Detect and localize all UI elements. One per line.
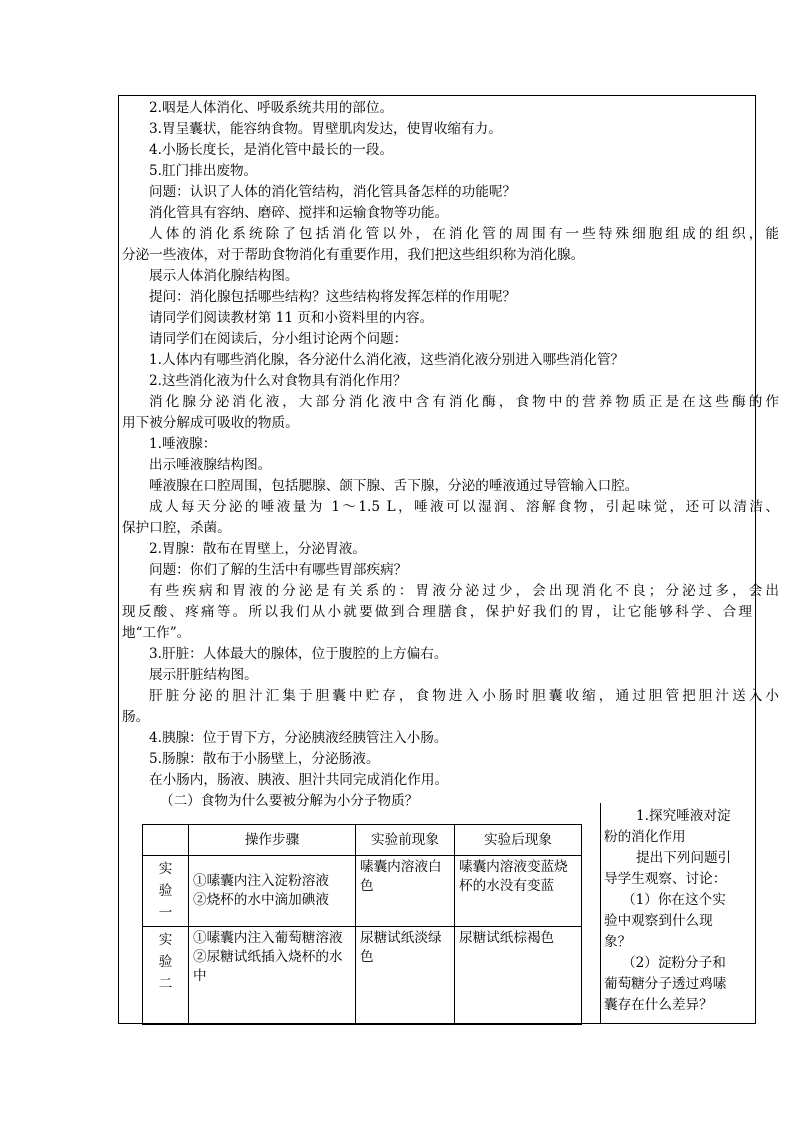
text-line: 现反酸、疼痛等。所以我们从小就要做到合理膳食，保护好我们的胃，让它能够科学、合理 xyxy=(122,604,752,620)
text-line: 肝脏分泌的胆汁汇集于胆囊中贮存，食物进入小肠时胆囊收缩，通过胆管把胆汁送入小 xyxy=(149,688,779,704)
text-line: 保护口腔，杀菌。 xyxy=(122,520,231,536)
right-col-line: 1.探究唾液对淀 xyxy=(636,808,731,824)
text-line: 3.肝脏：人体最大的腺体，位于腹腔的上方偏右。 xyxy=(149,646,448,662)
step-text: ②烧杯的水中滴加碘液 xyxy=(193,892,329,908)
text-line: 问题：认识了人体的消化管结构，消化管具备怎样的功能呢？ xyxy=(149,184,517,200)
table-header-cell: 操作步骤 xyxy=(189,825,356,856)
text-line: 有些疾病和胃液的分泌是有关系的：胃液分泌过少，会出现消化不良；分泌过多，会出 xyxy=(149,583,779,599)
after-cell: 嗉囊内溶液变蓝烧杯的水没有变蓝 xyxy=(455,856,582,927)
step-text: ①嗉囊内注入淀粉溶液 xyxy=(193,873,329,889)
text-line: 请同学们在阅读后，分小组讨论两个问题： xyxy=(149,331,408,347)
text-line: 人体的消化系统除了包括消化管以外，在消化管的周围有一些特殊细胞组成的组织，能 xyxy=(149,226,779,242)
text-line: 展示肝脏结构图。 xyxy=(149,667,258,683)
table-header-cell: 实验后现象 xyxy=(455,825,582,856)
text-line: 2.这些消化液为什么对食物具有消化作用？ xyxy=(149,373,407,389)
right-col-line: 验中观察到什么现 xyxy=(604,913,713,929)
text-line: 展示人体消化腺结构图。 xyxy=(149,268,299,284)
text-line: 5.肠腺：散布于小肠壁上，分泌肠液。 xyxy=(149,751,380,767)
text-line: 消化管具有容纳、磨碎、搅拌和运输食物等功能。 xyxy=(149,205,449,221)
experiment-label: 实 验 一 xyxy=(143,856,189,927)
right-col-line: 葡萄糖分子透过鸡嗉 xyxy=(604,976,727,992)
text-line: 成人每天分泌的唾液量为 1～1.5 L，唾液可以湿润、溶解食物，引起味觉，还可以清洁、 xyxy=(149,499,779,515)
step-text: ②尿糖试纸插入烧杯的水中 xyxy=(193,949,343,984)
steps-cell xyxy=(189,927,356,1025)
text-line: 分泌一些液体，对于帮助食物消化有重要作用，我们把这些组织称为消化腺。 xyxy=(122,247,585,263)
section-heading: （二）食物为什么要被分解为小分子物质？ xyxy=(160,793,419,809)
table-header-row xyxy=(143,825,582,856)
text-line: 用下被分解成可吸收的物质。 xyxy=(122,415,299,431)
column-divider xyxy=(600,803,601,1023)
right-col-line: 导学生观察、讨论： xyxy=(604,871,727,887)
text-line: 3.胃呈囊状，能容纳食物。胃壁肌肉发达，使胃收缩有力。 xyxy=(149,121,502,137)
step-text: ①嗉囊内注入葡萄糖溶液 xyxy=(193,930,343,946)
before-cell: 尿糖试纸淡绿色 xyxy=(356,927,455,1025)
text-line: 提问：消化腺包括哪些结构？这些结构将发挥怎样的作用呢？ xyxy=(149,289,517,305)
right-col-line: 提出下列问题引 xyxy=(636,850,732,866)
text-line: 4.胰腺：位于胃下方，分泌胰液经胰管注入小肠。 xyxy=(149,730,448,746)
table-row xyxy=(143,856,582,927)
text-line: 2.胃腺：散布在胃壁上，分泌胃液。 xyxy=(149,541,366,557)
text-line: 唾液腺在口腔周围，包括腮腺、颌下腺、舌下腺，分泌的唾液通过导管输入口腔。 xyxy=(149,478,639,494)
experiment-table xyxy=(142,824,582,1025)
text-line: 在小肠内，肠液、胰液、胆汁共同完成消化作用。 xyxy=(149,772,449,788)
right-col-line: （2）淀粉分子和 xyxy=(622,955,726,971)
steps-cell xyxy=(189,856,356,927)
right-col-line: 象？ xyxy=(604,934,632,950)
text-line: 1.人体内有哪些消化腺，各分泌什么消化液，这些消化液分别进入哪些消化管？ xyxy=(149,352,625,368)
text-line: 出示唾液腺结构图。 xyxy=(149,457,272,473)
text-line: 5.肛门排出废物。 xyxy=(149,163,258,179)
experiment-label: 实 验 二 xyxy=(143,927,189,1025)
table-header-cell: 实验前现象 xyxy=(356,825,455,856)
text-line: 肠。 xyxy=(122,709,150,725)
right-col-line: （1）你在这个实 xyxy=(622,892,726,908)
before-cell: 嗉囊内溶液白色 xyxy=(356,856,455,927)
text-line: 消化腺分泌消化液，大部分消化液中含有消化酶，食物中的营养物质正是在这些酶的作 xyxy=(149,394,779,410)
right-col-line: 囊存在什么差异？ xyxy=(604,997,713,1013)
text-line: 2.咽是人体消化、呼吸系统共用的部位。 xyxy=(149,100,394,116)
table-row xyxy=(143,927,582,1025)
text-line: 4.小肠长度长，是消化管中最长的一段。 xyxy=(149,142,394,158)
text-line: 1.唾液腺： xyxy=(149,436,217,452)
after-cell: 尿糖试纸棕褐色 xyxy=(455,927,582,1025)
text-line: 地“工作”。 xyxy=(122,625,191,641)
table-header-cell xyxy=(143,825,189,856)
text-line: 请同学们阅读教材第 11 页和小资料里的内容。 xyxy=(149,310,434,326)
text-line: 问题：你们了解的生活中有哪些胃部疾病？ xyxy=(149,562,408,578)
right-col-line: 粉的消化作用 xyxy=(604,829,686,845)
